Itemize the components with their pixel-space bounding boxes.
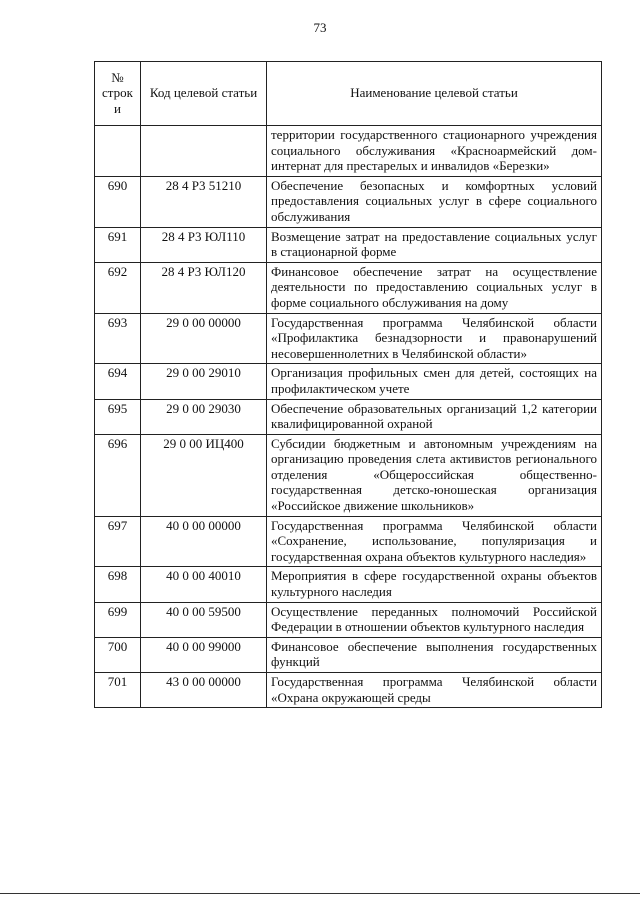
row-number: 701 (95, 673, 141, 708)
row-name: территории государственного стационарного учреждения социального обслуживания «Красноармейский дом-интернат для престарелых и инвалидов «Березки» (267, 126, 602, 177)
row-code: 29 0 00 29030 (141, 399, 267, 434)
table-row (95, 126, 602, 177)
row-code: 40 0 00 40010 (141, 567, 267, 602)
row-number: 690 (95, 176, 141, 227)
header-code: Код целевой статьи (141, 62, 267, 126)
table-row (95, 399, 602, 434)
header-row-number: № строк и (95, 62, 141, 126)
table-row (95, 176, 602, 227)
row-number: 693 (95, 313, 141, 364)
row-number: 697 (95, 516, 141, 567)
table-row (95, 434, 602, 516)
row-number: 694 (95, 364, 141, 399)
header-name: Наименование целевой статьи (267, 62, 602, 126)
row-code: 29 0 00 ИЦ400 (141, 434, 267, 516)
page-number: 73 (313, 20, 327, 35)
row-number: 695 (95, 399, 141, 434)
table-row (95, 364, 602, 399)
row-code: 28 4 Р3 ЮЛ120 (141, 262, 267, 313)
row-code (141, 126, 267, 177)
row-name: Мероприятия в сфере государственной охраны объектов культурного наследия (267, 567, 602, 602)
row-code: 40 0 00 00000 (141, 516, 267, 567)
row-number: 699 (95, 602, 141, 637)
row-name: Финансовое обеспечение выполнения государственных функций (267, 637, 602, 672)
table-row (95, 516, 602, 567)
table-row (95, 637, 602, 672)
row-code: 28 4 Р3 ЮЛ110 (141, 227, 267, 262)
row-number (95, 126, 141, 177)
row-name: Субсидии бюджетным и автономным учреждениям на организацию проведения слета активистов регионального отделения «Общероссийская общественно-государственная детско-юношеская организация «Российское движение школьников» (267, 434, 602, 516)
table-row (95, 262, 602, 313)
row-code: 40 0 00 99000 (141, 637, 267, 672)
row-name: Обеспечение образовательных организаций 1,2 категории квалифицированной охраной (267, 399, 602, 434)
row-number: 698 (95, 567, 141, 602)
row-number: 691 (95, 227, 141, 262)
row-name: Государственная программа Челябинской области «Сохранение, использование, популяризация и государственная охрана объектов культурного наследия» (267, 516, 602, 567)
table-header-row (95, 62, 602, 126)
row-code: 28 4 Р3 51210 (141, 176, 267, 227)
row-code: 29 0 00 00000 (141, 313, 267, 364)
row-code: 43 0 00 00000 (141, 673, 267, 708)
budget-classification-table (94, 61, 602, 708)
row-name: Государственная программа Челябинской области «Профилактика безнадзорности и правонарушений несовершеннолетних в Челябинской области» (267, 313, 602, 364)
table-row (95, 227, 602, 262)
row-number: 692 (95, 262, 141, 313)
row-name: Финансовое обеспечение затрат на осуществление деятельности по предоставлению социальных услуг в форме социального обслуживания на дому (267, 262, 602, 313)
row-code: 29 0 00 29010 (141, 364, 267, 399)
table-row (95, 673, 602, 708)
row-code: 40 0 00 59500 (141, 602, 267, 637)
row-number: 700 (95, 637, 141, 672)
table-row (95, 313, 602, 364)
row-name: Организация профильных смен для детей, состоящих на профилактическом учете (267, 364, 602, 399)
row-name: Возмещение затрат на предоставление социальных услуг в стационарной форме (267, 227, 602, 262)
row-name: Осуществление переданных полномочий Российской Федерации в отношении объектов культурного наследия (267, 602, 602, 637)
row-name: Государственная программа Челябинской области «Охрана окружающей среды (267, 673, 602, 708)
table-row (95, 602, 602, 637)
table-row (95, 567, 602, 602)
row-number: 696 (95, 434, 141, 516)
row-name: Обеспечение безопасных и комфортных условий предоставления социальных услуг в сфере социального обслуживания (267, 176, 602, 227)
bottom-rule (0, 893, 640, 894)
